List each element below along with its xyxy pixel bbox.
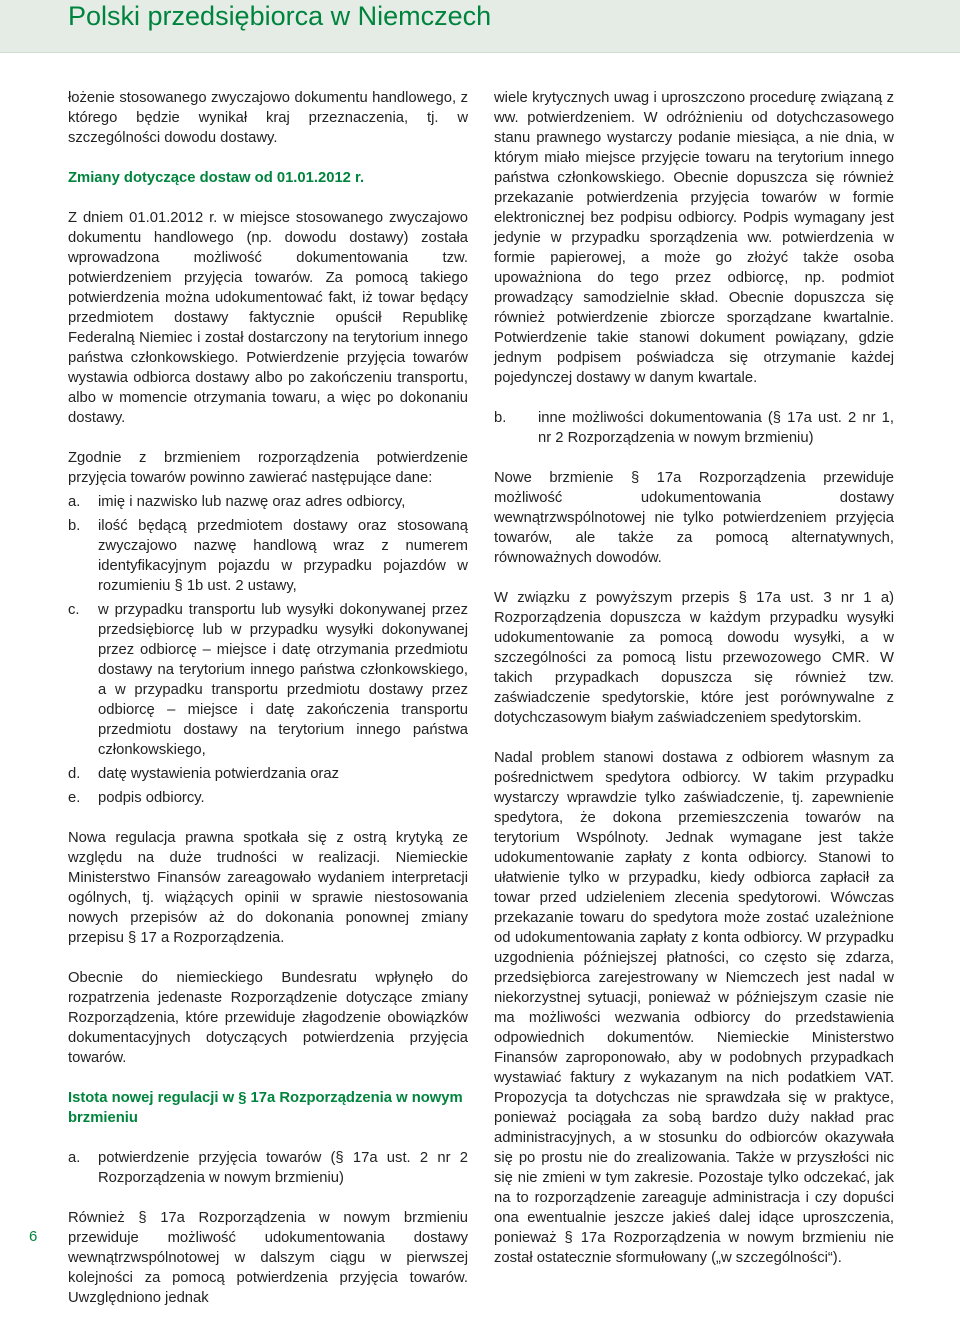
right-paragraph-2: Nowe brzmienie § 17a Rozporządzenia przewiduje możliwość udokumentowania dostawy wewnątrzwspólnotowej nie tylko potwierdzeniem przyjęcia towarów, ale także za pomocą alternatywnych, równoważnych dowodów.: [494, 470, 894, 566]
right-paragraph-4: Nadal problem stanowi dostawa z odbiorem własnym za pośrednictwem spedytora odbiorcy. W takim przypadku wystarczy wprawdzie tylko zaświadczenie, tj. zapewnienie spedytora, że dokona przemieszczenia towarów na terytorium Wspólnoty. Jednak wymagane jest także udokumentowanie zapłaty z konta odbiorcy. Stanowi to ułatwienie tylko w przypadku, kiedy odbiorca zapłacił za towar przed udzieleniem zlecenia spedytorowi. Wówczas przekazanie towaru do spedytora może zostać uzależnione od udokumentowania zapłaty z konta odbiorcy. W przypadku uzgodnienia późniejszej płatności, co często się zdarza, przedsiębiorca zarejestrowany w Niemczech jest nadal w niekorzystnej sytuacji, ponieważ w późniejszym czasie nie ma możliwości wezwania odbiorcy do przedstawienia odpowiednich dokumentów. Niemieckie Ministerstwo Finansów zaproponowało, aby w podobnych przypadkach wystawiać faktury z wykazanym na nich podatkiem VAT. Propozycja ta dotychczas nie sprawdzała się w praktyce, ponieważ pociągała za sobą bardzo duży nakład prac administracyjnych, a w stosunku do odbiorców okazywała się po prostu nie do zrealizowania. Także w przyszłości nic się nie zmieni w tym zakresie. Pozostaje tylko odczekać, jak na to rozporządzenie zareaguje administracja i czy dopuści ona ewentualnie jeszcze jakieś dalej idące uproszczenia, ponieważ § 17a Rozporządzenia w nowym brzmieniu nie został ostatecznie sformułowany („w szczególności“).: [494, 750, 894, 1266]
list-text: potwierdzenie przyjęcia towarów (§ 17a ust. 2 nr 2 Rozporządzenia w nowym brzmieniu): [98, 1150, 468, 1186]
header-band: [0, 0, 960, 53]
left-column: [68, 88, 468, 1328]
regulation-list-b: [494, 408, 894, 448]
list-item: [68, 764, 468, 784]
right-column: [494, 88, 894, 1288]
left-intro-paragraph: łożenie stosowanego zwyczajowo dokumentu handlowego, z którego będzie wynikał kraj przeznaczenia, tj. w szczególności dowodu dostawy.: [68, 90, 468, 146]
regulation-list-a: [68, 1148, 468, 1188]
list-item: [68, 1148, 468, 1188]
left-paragraph-3: Nowa regulacja prawna spotkała się z ostrą krytyką ze względu na duże trudności w realizacji. Niemieckie Ministerstwo Finansów zareagowało wydaniem interpretacji ogólnych, tj. wiążących opinii w sprawie niestosowania nowych przepisów aż do dokonania ponownej zmiany przepisu § 17 a Rozporządzenia.: [68, 830, 468, 946]
list-marker: b.: [68, 518, 81, 534]
list-item: [68, 492, 468, 512]
list-text: ilość będącą przedmiotem dostawy oraz stosowaną zwyczajowo nazwę handlową wraz z numerem identyfikacyjnym pojazdu w przypadku pojazdów w rozumieniu § 1b ust. 2 ustawy,: [98, 518, 468, 594]
list-marker: c.: [68, 602, 80, 618]
left-paragraph-1: Z dniem 01.01.2012 r. w miejsce stosowanego zwyczajowo dokumentu handlowego (np. dowodu dostawy) została wprowadzona możliwość dokumentowania tzw. potwierdzeniem przyjęcia towarów. Za pomocą takiego potwierdzenia można udokumentować fakt, iż towar będący przedmiotem dostawy faktycznie opuścił Republikę Federalną Niemiec i został dostarczony na terytorium innego państwa członkowskiego. Potwierdzenie przyjęcia towarów wystawia odbiorca dostawy albo po zakończeniu transportu, albo w momencie otrzymania towaru, a więc po dokonaniu dostawy.: [68, 210, 468, 426]
list-marker: a.: [68, 1150, 81, 1166]
list-marker: e.: [68, 790, 81, 806]
list-item: [68, 788, 468, 808]
right-paragraph-3: W związku z powyższym przepis § 17a ust. 3 nr 1 a) Rozporządzenia dopuszcza w każdym przypadku wysyłki udokumentowanie za pomocą dowodu wysyłki, a w szczególności za pomocą listu przewozowego CMR. W takich przypadkach dopuszcza się również tzw. zaświadczenie spedytorskie, które jest porównywalne z dotychczasowym białym zaświadczeniem spedytorskim.: [494, 590, 894, 726]
list-text: inne możliwości dokumentowania (§ 17a ust. 2 nr 1, nr 2 Rozporządzenia w nowym brzmieniu): [538, 410, 894, 446]
list-text: podpis odbiorcy.: [98, 790, 205, 806]
right-paragraph-1: wiele krytycznych uwag i uproszczono procedurę związaną z ww. potwierdzeniem. W odróżnieniu od dotychczasowego stanu prawnego wystarczy podanie miesiąca, a nie dnia, w którym miało miejsce przyjęcie towaru na terytorium innego państwa członkowskiego. Obecnie dopuszcza się również przekazanie potwierdzenia przyjęcia towarów w formie elektronicznej bez podpisu odbiorcy. Podpis wymagany jest jedynie w przypadku sporządzenia ww. potwierdzenia w formie papierowej, a może go złożyć także osoba upoważniona do tego przez odbiorcę, np. podmiot prowadzący samodzielnie skład. Obecnie dopuszcza się również potwierdzenie zbiorcze sporządzane kwartalnie. Potwierdzenie takie stanowi dokument powiązany, gdzie jednym podpisem poświadcza się otrzymanie każdej pojedynczej dostawy w danym kwartale.: [494, 90, 894, 386]
page-title: Polski przedsiębiorca w Niemczech: [68, 1, 492, 31]
list-marker: a.: [68, 494, 81, 510]
left-paragraph-5: Również § 17a Rozporządzenia w nowym brzmieniu przewiduje możliwość udokumentowania dostawy wewnątrzwspólnotowej w dalszym ciągu w pierwszej kolejności za pomocą potwierdzenia przyjęcia towarów. Uwzględniono jednak: [68, 1210, 468, 1306]
list-marker: d.: [68, 766, 81, 782]
required-data-list: [68, 492, 468, 808]
list-text: imię i nazwisko lub nazwę oraz adres odbiorcy,: [98, 494, 406, 510]
list-item: [494, 408, 894, 448]
section-heading-regulation: Istota nowej regulacji w § 17a Rozporządzenia w nowym brzmieniu: [68, 1090, 463, 1126]
list-text: w przypadku transportu lub wysyłki dokonywanej przez przedsiębiorcę lub w przypadku wysyłki dokonywanej przez odbiorcę – miejsce i datę otrzymania przedmiotu dostawy na terytorium innego państwa członkowskiego, a w przypadku transportu przedmiotu dostawy przez odbiorcę – miejsce i datę zakończenia transportu przedmiotu dostawy na terytorium innego państwa członkowskiego,: [98, 602, 468, 758]
left-paragraph-4: Obecnie do niemieckiego Bundesratu wpłynęło do rozpatrzenia jedenaste Rozporządzenie dotyczące zmiany Rozporządzenia, które przewiduje złagodzenie obowiązków dokumentacyjnych dotyczących potwierdzenia przyjęcia towarów.: [68, 970, 468, 1066]
page-number: 6: [29, 1228, 38, 1245]
list-marker: b.: [494, 410, 507, 426]
list-item: [68, 600, 468, 760]
list-item: [68, 516, 468, 596]
left-paragraph-2: Zgodnie z brzmieniem rozporządzenia potwierdzenie przyjęcia towarów powinno zawierać następujące dane:: [68, 450, 468, 486]
section-heading-changes: Zmiany dotyczące dostaw od 01.01.2012 r.: [68, 170, 365, 186]
list-text: datę wystawienia potwierdzania oraz: [98, 766, 339, 782]
